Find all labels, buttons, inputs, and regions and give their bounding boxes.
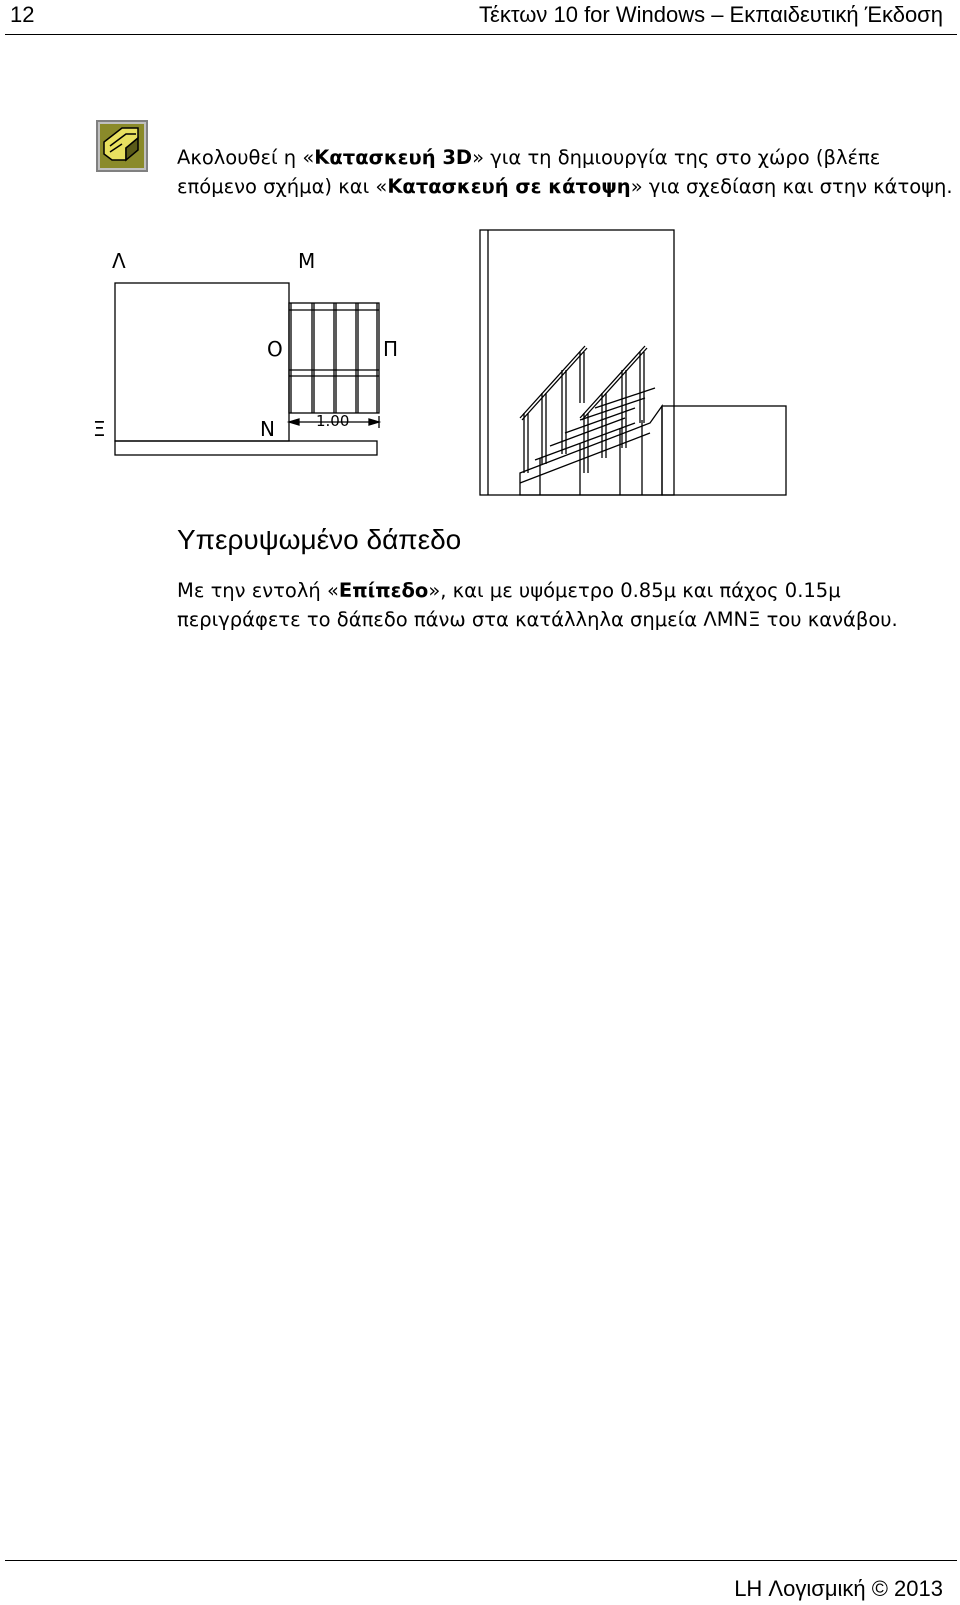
page-header (0, 0, 960, 36)
header-divider (5, 34, 957, 35)
label-pi: Π (383, 337, 399, 361)
body-prefix: Με την εντολή « (177, 579, 339, 602)
section-heading: Υπερυψωμένο δάπεδο (177, 524, 462, 555)
construction-3d-icon (96, 120, 148, 172)
footer-copyright: LH Λογισμική © 2013 (734, 1576, 943, 1601)
footer-divider (5, 1560, 957, 1561)
cad-figure (90, 228, 810, 508)
wall-3d (480, 230, 674, 495)
intro-suffix: » για σχεδίαση και στην κάτοψη. (630, 175, 953, 198)
label-nu: Ν (260, 417, 275, 441)
label-lambda: Λ (112, 249, 126, 273)
label-mu: Μ (298, 249, 316, 273)
command-3d: Κατασκευή 3D (314, 146, 473, 169)
label-xi: Ξ (93, 417, 106, 441)
intro-prefix: Ακολουθεί η « (177, 146, 315, 169)
body-suffix: », και με υψόμετρο 0.85μ και πάχος 0.15μ περιγράφετε το δάπεδο πάνω στα κατάλληλα σημεία ΛΜΝΞ του κανάβου. (177, 579, 898, 631)
intro-paragraph (177, 143, 957, 201)
body-paragraph (177, 576, 957, 634)
stair-3d (520, 406, 662, 495)
page-number: 12 (10, 2, 35, 27)
floor-strip (115, 441, 377, 455)
dimension-label: 1.00 (316, 412, 350, 430)
command-plan: Κατασκευή σε κάτοψη (387, 175, 631, 198)
label-omicron: Ο (267, 337, 283, 361)
intro-middle: » για τη δημιουργία της στο χώρο (βλέπε επόμενο σχήμα) και « (177, 146, 881, 198)
document-title: Τέκτων 10 for Windows – Εκπαιδευτική Έκδοση (478, 2, 943, 27)
command-level: Επίπεδο (338, 579, 429, 602)
platform-3d (662, 406, 786, 495)
